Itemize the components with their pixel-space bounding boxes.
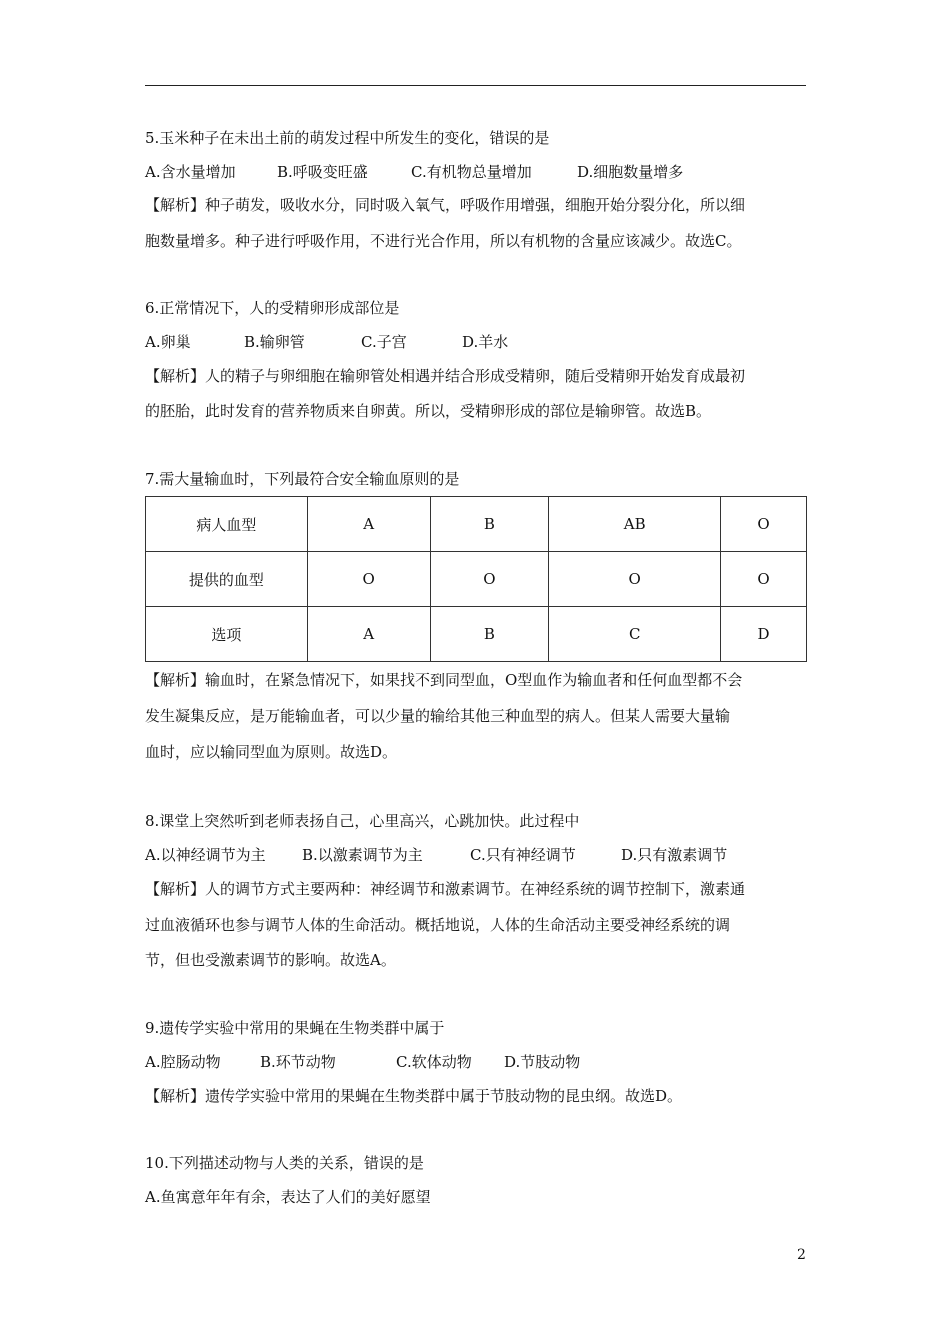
table-cell: B (430, 607, 549, 662)
table-cell: O (430, 552, 549, 607)
q10-stem: 10.下列描述动物与人类的关系，错误的是 (145, 1154, 424, 1172)
q6-analysis-line-1: 【解析】人的精子与卵细胞在输卵管处相遇并结合形成受精卵，随后受精卵开始发育成最初 (145, 367, 746, 385)
q8-option-a: A.以神经调节为主 (145, 846, 266, 864)
table-cell: O (307, 552, 430, 607)
table-cell: O (721, 552, 807, 607)
q9-stem: 9.遗传学实验中常用的果蝇在生物类群中属于 (145, 1019, 445, 1037)
q8-options (145, 845, 727, 865)
table-row (146, 607, 807, 662)
q9-option-b: B.环节动物 (260, 1053, 336, 1071)
q9-option-c: C.软体动物 (396, 1053, 472, 1071)
q7-analysis-line-3: 血时，应以输同型血为原则。故选D。 (145, 743, 398, 761)
q9-option-d: D.节肢动物 (504, 1053, 581, 1071)
table-cell: B (430, 497, 549, 552)
table-cell: 病人血型 (146, 497, 308, 552)
q5-analysis-line-2: 胞数量增多。种子进行呼吸作用，不进行光合作用，所以有机物的含量应该减少。故选C。 (145, 232, 742, 250)
q6-option-d: D.羊水 (462, 333, 509, 351)
q8-option-b: B.以激素调节为主 (302, 846, 423, 864)
q5-analysis-line-1: 【解析】种子萌发，吸收水分，同时吸入氧气，呼吸作用增强，细胞开始分裂分化，所以细 (145, 196, 746, 214)
q5-stem: 5.玉米种子在未出土前的萌发过程中所发生的变化，错误的是 (145, 129, 550, 147)
q6-option-c: C.子宫 (361, 333, 407, 351)
q5-option-d: D.细胞数量增多 (577, 163, 684, 181)
table-cell: 选项 (146, 607, 308, 662)
table-cell: 提供的血型 (146, 552, 308, 607)
q8-analysis-line-2: 过血液循环也参与调节人体的生命活动。概括地说，人体的生命活动主要受神经系统的调 (145, 916, 731, 934)
q7-analysis-line-1: 【解析】输血时，在紧急情况下，如果找不到同型血，O型血作为输血者和任何血型都不会 (145, 671, 743, 689)
q8-option-c: C.只有神经调节 (470, 846, 576, 864)
table-cell: A (307, 607, 430, 662)
table-row (146, 552, 807, 607)
q5-options (145, 162, 683, 182)
q5-option-b: B.呼吸变旺盛 (277, 163, 368, 181)
q7-stem: 7.需大量输血时，下列最符合安全输血原则的是 (145, 470, 460, 488)
q6-stem: 6.正常情况下，人的受精卵形成部位是 (145, 299, 400, 317)
q8-analysis-line-3: 节，但也受激素调节的影响。故选A。 (145, 951, 396, 969)
q7-analysis-line-2: 发生凝集反应，是万能输血者，可以少量的输给其他三种血型的病人。但某人需要大量输 (145, 707, 731, 725)
q10-option-a: A.鱼寓意年年有余，表达了人们的美好愿望 (145, 1188, 431, 1206)
table-cell: AB (549, 497, 721, 552)
table-cell: O (549, 552, 721, 607)
q9-options (145, 1052, 580, 1072)
page-number: 2 (797, 1247, 806, 1263)
q8-stem: 8.课堂上突然听到老师表扬自己，心里高兴，心跳加快。此过程中 (145, 812, 580, 830)
table-cell: C (549, 607, 721, 662)
q9-analysis-line-1: 【解析】遗传学实验中常用的果蝇在生物类群中属于节肢动物的昆虫纲。故选D。 (145, 1087, 683, 1105)
q8-analysis-line-1: 【解析】人的调节方式主要两种：神经调节和激素调节。在神经系统的调节控制下，激素通 (145, 880, 746, 898)
table-row (146, 497, 807, 552)
q6-options (145, 332, 508, 352)
table-cell: O (721, 497, 807, 552)
q6-option-b: B.输卵管 (244, 333, 305, 351)
q6-analysis-line-2: 的胚胎，此时发育的营养物质来自卵黄。所以，受精卵形成的部位是输卵管。故选B。 (145, 402, 712, 420)
q5-option-a: A.含水量增加 (145, 163, 236, 181)
q9-option-a: A.腔肠动物 (145, 1053, 221, 1071)
table-cell: A (307, 497, 430, 552)
q5-option-c: C.有机物总量增加 (411, 163, 532, 181)
header-rule (145, 85, 806, 86)
blood-type-table (145, 496, 807, 662)
q6-option-a: A.卵巢 (145, 333, 191, 351)
table-cell: D (721, 607, 807, 662)
q8-option-d: D.只有激素调节 (621, 846, 728, 864)
